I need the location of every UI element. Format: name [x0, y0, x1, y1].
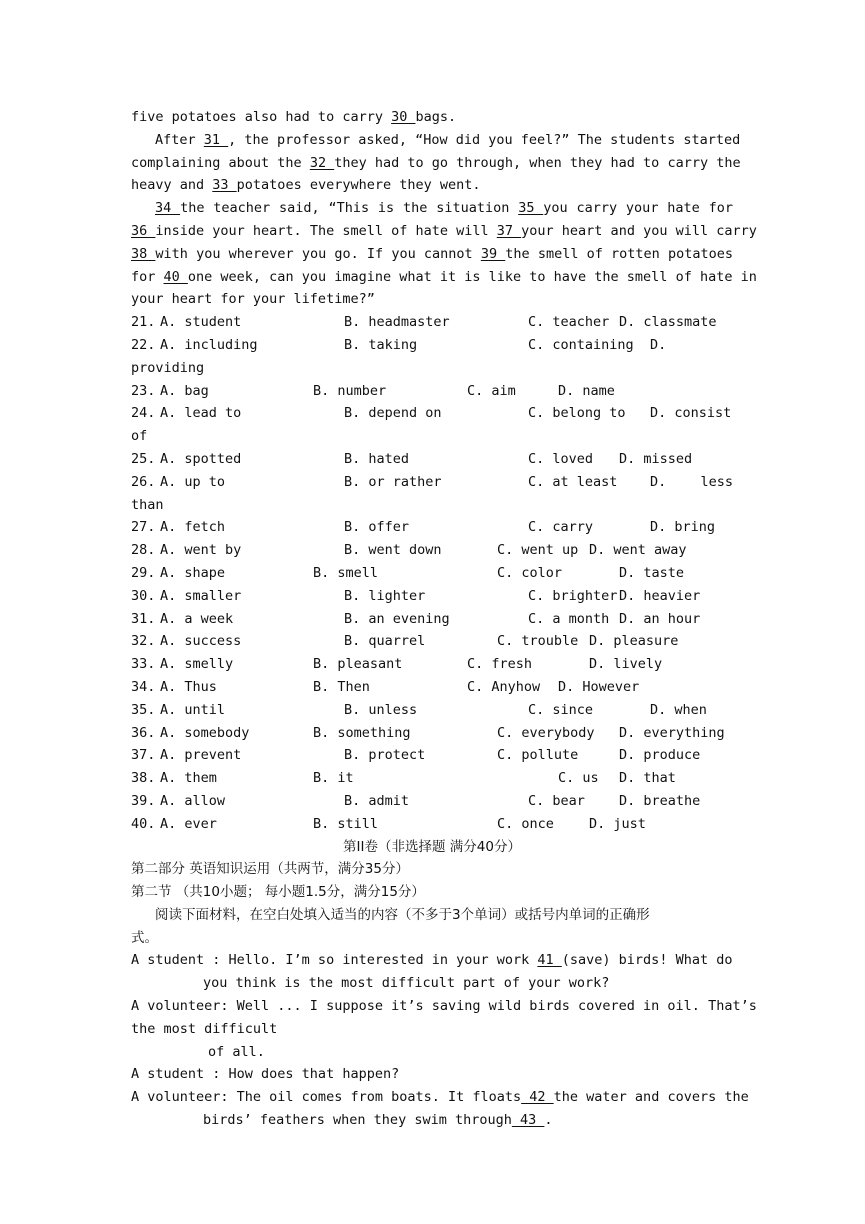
question-number: 24. [131, 405, 156, 422]
option-b: B. taking [344, 336, 418, 353]
option-b: B. admit [344, 792, 410, 809]
passage-line [131, 197, 733, 220]
dialog-line: the most difficult [131, 1020, 278, 1037]
question-number: 31. [131, 610, 156, 627]
option-b: B. hated [344, 450, 410, 467]
passage-line [131, 243, 733, 266]
option-c: C. everybody [497, 724, 595, 741]
text: the water and covers the [553, 1089, 749, 1106]
question-list [131, 311, 733, 835]
option-c: C. since [528, 701, 594, 718]
blank-39: 39 [480, 245, 506, 262]
instructions-cont: 式。 [131, 929, 158, 946]
text: bags. [415, 109, 457, 125]
option-d: D. missed [619, 450, 693, 467]
option-b: B. or rather [344, 473, 442, 490]
text: for [131, 268, 164, 285]
option-d: D. However [558, 678, 640, 695]
option-d: D. pleasure [589, 633, 679, 650]
option-b: B. offer [344, 519, 410, 536]
question-row [131, 630, 733, 653]
option-b: B. number [313, 382, 387, 399]
option-d: D. that [619, 770, 676, 787]
text: heavy and [131, 177, 213, 194]
option-b: B. Then [313, 678, 370, 695]
question-row [131, 448, 733, 471]
option-d: D. everything [619, 724, 725, 741]
option-b: B. went down [344, 542, 442, 559]
option-c: C. trouble [497, 633, 579, 650]
option-b: B. smell [313, 564, 379, 581]
text: with you wherever you go. If you cannot [155, 245, 481, 262]
question-row [131, 402, 733, 425]
option-c: C. loved [528, 450, 594, 467]
blank-40: 40 [163, 268, 188, 285]
option-d: D. bring [650, 519, 716, 536]
option-c: C. color [497, 564, 563, 581]
question-number: 21. [131, 314, 156, 331]
option-c: C. went up [497, 542, 579, 559]
blank-37: 37 [496, 222, 522, 239]
option-a: A. ever [160, 815, 217, 832]
question-number: 40. [131, 815, 156, 832]
passage-line [131, 129, 741, 152]
option-a: A. lead to [160, 405, 242, 422]
question-number: 27. [131, 519, 156, 536]
section-heading: 第二节 （共10小题； 每小题1.5分，满分15分） [131, 884, 425, 901]
option-b: B. headmaster [344, 314, 450, 331]
option-wrap: of [131, 428, 148, 445]
blank-38: 38 [131, 245, 156, 262]
option-d-text: less [700, 473, 733, 490]
text: A volunteer: The oil comes from boats. It floats [131, 1089, 522, 1106]
option-d: D. lively [589, 656, 663, 673]
question-number: 30. [131, 587, 156, 604]
part-heading: 第二部分 英语知识运用（共两节，满分35分） [131, 861, 409, 878]
document-page [131, 106, 757, 1132]
option-c: C. bear [528, 792, 585, 809]
option-c: C. carry [528, 519, 594, 536]
question-number: 38. [131, 770, 156, 787]
question-number: 35. [131, 701, 156, 718]
question-row [131, 744, 733, 767]
option-c: C. us [558, 770, 599, 787]
blank-42: 42 [521, 1089, 554, 1106]
option-c: C. belong to [528, 405, 626, 422]
option-c: C. brighter [528, 587, 618, 604]
option-c: C. a month [528, 610, 610, 627]
question-number: 28. [131, 542, 156, 559]
text: they had to go through, when they had to carry the [334, 154, 741, 171]
question-row [131, 539, 733, 562]
option-a: A. fetch [160, 519, 226, 536]
blank-30: 30 [391, 109, 416, 125]
question-row [131, 767, 733, 790]
option-a: A. until [160, 701, 226, 718]
blank-41: 41 [537, 952, 562, 969]
text: inside your heart. The smell of hate will [155, 222, 497, 239]
option-d: D. breathe [619, 792, 701, 809]
question-number: 33. [131, 656, 156, 673]
dialog-line: you think is the most difficult part of your work? [203, 975, 610, 992]
option-b: B. still [313, 815, 379, 832]
option-a: A. smelly [160, 656, 234, 673]
volume-title: 第II卷（非选择题 满分40分） [343, 838, 521, 855]
blank-36: 36 [131, 222, 156, 239]
option-b: B. something [313, 724, 411, 741]
question-row [131, 653, 733, 676]
dialog-line: A volunteer: Well ... I suppose it’s saving wild birds covered in oil. That’s [131, 998, 757, 1015]
option-a: A. Thus [160, 678, 217, 695]
text: . [544, 1112, 553, 1129]
question-row [131, 722, 733, 745]
question-row [131, 676, 733, 699]
question-number: 36. [131, 724, 156, 741]
text: complaining about the [131, 154, 310, 171]
option-c: C. aim [467, 382, 516, 399]
option-b: B. lighter [344, 587, 426, 604]
question-row [131, 471, 733, 494]
option-d: D. produce [619, 747, 701, 764]
text: your heart and you will carry [521, 222, 757, 239]
option-c: C. Anyhow [467, 678, 541, 695]
option-b: B. pleasant [313, 656, 403, 673]
option-d: D. name [558, 382, 615, 399]
passage-line [131, 288, 733, 311]
option-a: A. went by [160, 542, 242, 559]
option-b: B. quarrel [344, 633, 426, 650]
option-a: A. bag [160, 382, 209, 399]
option-c: C. once [497, 815, 554, 832]
option-b: B. protect [344, 747, 426, 764]
option-a: A. a week [160, 610, 234, 627]
option-d: D. when [650, 701, 707, 718]
option-a: A. including [160, 336, 258, 353]
blank-34: 34 [155, 200, 181, 217]
option-d: D. classmate [619, 314, 717, 331]
question-row [131, 562, 733, 585]
option-d: D. taste [619, 564, 685, 581]
text: one week, can you imagine what it is like to have the smell of hate in [187, 268, 757, 285]
text: the smell of rotten potatoes [505, 245, 733, 262]
text: potatoes everywhere they went. [236, 177, 481, 194]
option-b: B. an evening [344, 610, 450, 627]
question-number: 32. [131, 633, 156, 650]
option-d: D. heavier [619, 587, 701, 604]
text: A student : Hello. I’m so interested in your work [131, 952, 538, 969]
text: the teacher said, “This is the situation [180, 200, 519, 217]
question-number: 23. [131, 382, 156, 399]
dialog-line: of all. [208, 1043, 265, 1060]
blank-32: 32 [309, 154, 335, 171]
option-wrap: than [131, 496, 164, 513]
question-number: 25. [131, 450, 156, 467]
question-row [131, 608, 733, 631]
question-number: 39. [131, 792, 156, 809]
question-number: 37. [131, 747, 156, 764]
option-d: D. [650, 473, 667, 490]
option-a: A. them [160, 770, 217, 787]
instructions: 阅读下面材料，在空白处填入适当的内容（不多于3个单词）或括号内单词的正确形 [155, 906, 650, 923]
question-row [131, 585, 733, 608]
question-row [131, 380, 733, 403]
text: your heart for your lifetime?” [131, 291, 375, 308]
question-row [131, 334, 733, 357]
option-c: C. teacher [528, 314, 610, 331]
option-a: A. student [160, 314, 242, 331]
option-a: A. success [160, 633, 242, 650]
option-a: A. allow [160, 792, 226, 809]
option-a: A. shape [160, 564, 226, 581]
option-d: D. consist [650, 405, 732, 422]
option-wrap: providing [131, 359, 205, 376]
blank-33: 33 [212, 177, 237, 194]
option-b: B. depend on [344, 405, 442, 422]
option-d: D. went away [589, 542, 687, 559]
option-c: C. fresh [467, 656, 533, 673]
question-row [131, 699, 733, 722]
option-c: C. at least [528, 473, 618, 490]
passage-line [131, 106, 733, 129]
passage-line [131, 220, 757, 243]
option-a: A. somebody [160, 724, 250, 741]
dialog-line [131, 1109, 733, 1132]
question-row [131, 790, 733, 813]
blank-35: 35 [518, 200, 544, 217]
dialog-line [131, 1086, 749, 1109]
text: (save) birds! What do [561, 952, 733, 969]
question-number: 22. [131, 336, 156, 353]
question-number: 34. [131, 678, 156, 695]
option-b: B. it [313, 770, 354, 787]
option-d: D. [650, 336, 667, 353]
dialog-line: A student : How does that happen? [131, 1066, 400, 1083]
option-a: A. prevent [160, 747, 242, 764]
blank-31: 31 [203, 131, 229, 148]
option-a: A. smaller [160, 587, 242, 604]
text: five potatoes also had to carry [131, 109, 392, 125]
text: you carry your hate for [543, 200, 733, 217]
option-a: A. up to [160, 473, 226, 490]
option-b: B. unless [344, 701, 418, 718]
passage-line [131, 174, 733, 197]
option-d: D. an hour [619, 610, 701, 627]
passage-line [131, 152, 741, 175]
text: birds’ feathers when they swim through [203, 1112, 512, 1129]
text: , the professor asked, “How did you feel?” The students started [228, 131, 741, 148]
option-c: C. containing [528, 336, 634, 353]
option-a: A. spotted [160, 450, 242, 467]
question-number: 26. [131, 473, 156, 490]
question-row [131, 516, 733, 539]
question-number: 29. [131, 564, 156, 581]
question-row [131, 813, 733, 836]
dialog-line [131, 949, 733, 972]
option-d: D. just [589, 815, 646, 832]
passage-line [131, 266, 757, 289]
option-c: C. pollute [497, 747, 579, 764]
blank-43: 43 [511, 1112, 545, 1129]
text: After [155, 131, 204, 148]
question-row [131, 311, 733, 334]
